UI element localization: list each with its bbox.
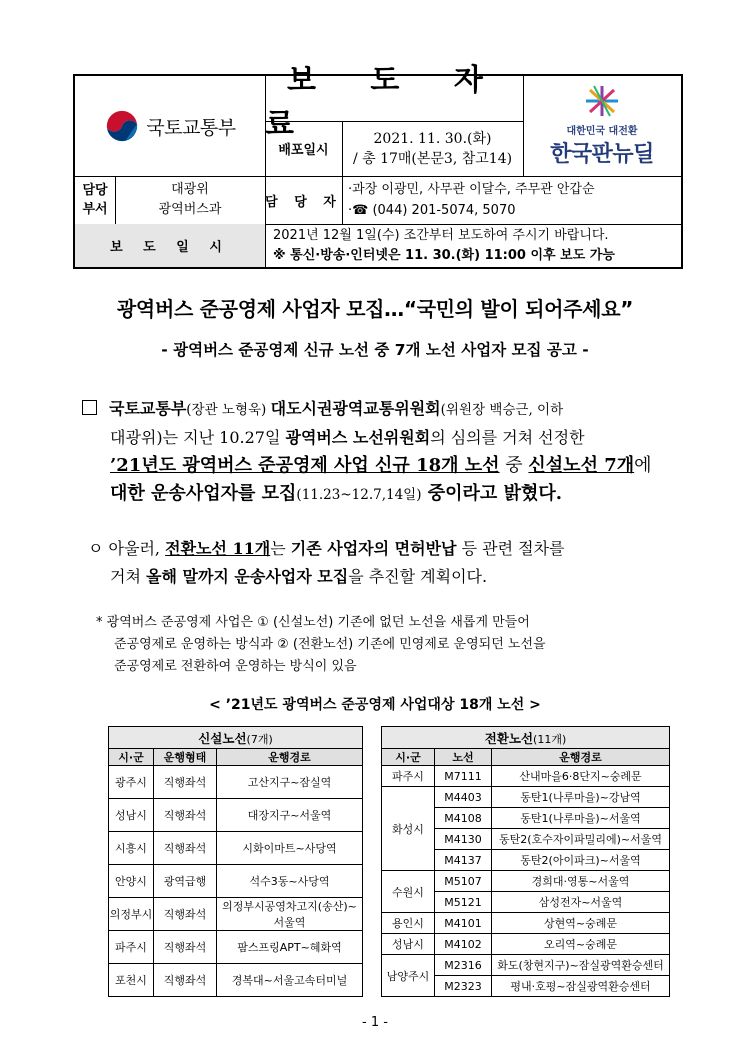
table-cell: M4101: [435, 913, 492, 934]
text-span: 아울러,: [103, 539, 166, 558]
paragraph-line-4: [82, 480, 686, 509]
table-cell: 직행좌석: [154, 931, 217, 964]
column-header: 시·군: [382, 749, 435, 766]
table-cell: 직행좌석: [154, 898, 217, 931]
table-row: [382, 955, 670, 976]
conversion-11-routes-ref: 전환노선 11개: [165, 539, 271, 558]
city-cell: 용인시: [382, 913, 435, 934]
table-cell: 동탄2(아이파크)~서울역: [492, 850, 670, 871]
city-cell: 성남시: [382, 934, 435, 955]
table-cell: 시화이마트~사당역: [217, 832, 363, 865]
conversion-routes-table: [381, 726, 670, 997]
table-cell: 동탄2(호수자이파밀리에)~서울역: [492, 829, 670, 850]
table-cell: 삼성전자~서울역: [492, 892, 670, 913]
text-span: 거쳐: [110, 567, 146, 586]
subheadline: - 광역버스 준공영제 신규 노선 중 7개 노선 사업자 모집 공고 -: [161, 341, 589, 359]
contact-person-value: [342, 176, 681, 224]
department-value: [115, 176, 265, 224]
table-row: [109, 832, 363, 865]
table-cell: M5121: [435, 892, 492, 913]
routes-table-title: < ’21년도 광역버스 준공영제 사업대상 18개 노선 >: [209, 697, 541, 713]
caption-text: 신설노선: [198, 730, 247, 746]
committee-ref: 대도시권광역교통위원회: [270, 399, 441, 418]
department-line-1: 대광위: [171, 182, 209, 197]
table-cell: 광역급행: [154, 865, 217, 898]
table-row: [109, 898, 363, 931]
table-cell: M2323: [435, 976, 492, 997]
department-label-line-2: 부서: [82, 202, 108, 217]
date-line-2: / 총 17매(본문3, 참고14): [352, 150, 513, 167]
city-cell: 수원시: [382, 871, 435, 913]
table-cell: 오리역~숭례문: [492, 934, 670, 955]
table-cell: 의정부시: [109, 898, 154, 931]
table-cell: M7111: [435, 766, 492, 787]
column-header: 노선: [435, 749, 492, 766]
conversion-routes-body: [382, 766, 670, 997]
table-cell: M4403: [435, 787, 492, 808]
bullet-marker: ㅇ: [88, 539, 104, 558]
table-cell: 평내·호평~잠실광역환승센터: [492, 976, 670, 997]
table-cell: 직행좌석: [154, 832, 217, 865]
paragraph-line-1: [82, 395, 686, 424]
table-cell: 경복대~서울고속터미널: [217, 964, 363, 997]
caption-text: 전환노선: [484, 730, 534, 746]
column-header: 운행경로: [492, 749, 670, 766]
table-cell: 성남시: [109, 799, 154, 832]
table-row: [109, 931, 363, 964]
paragraph-line-1: [88, 535, 688, 563]
table-cell: 팜스프링APT~혜화역: [217, 931, 363, 964]
table-cell: 안양시: [109, 865, 154, 898]
table-cell: 시흥시: [109, 832, 154, 865]
table-cell: 화도(창현지구)~잠실광역환승센터: [492, 955, 670, 976]
text-span: 중이라고 밝혔다.: [421, 483, 562, 504]
table-cell: 포천시: [109, 964, 154, 997]
government-emblem-icon: [104, 108, 140, 144]
table-cell: M4137: [435, 850, 492, 871]
chair-note: (위원장 백승근, 이하: [440, 402, 564, 418]
date-line-1: 2021. 11. 30.(화): [373, 130, 492, 147]
table-row: [109, 865, 363, 898]
table-row: [382, 934, 670, 955]
text-span: 대광위)는 지난 10.27일: [110, 428, 286, 447]
column-header: 운행형태: [154, 749, 217, 766]
new-routes-body: [109, 766, 363, 997]
minister-note: (장관 노형욱): [186, 402, 271, 418]
text-span: 중: [499, 455, 529, 476]
text-span: 등 관련 절차를: [456, 539, 565, 558]
second-paragraph: [88, 535, 688, 591]
note-line-1: * 광역버스 준공영제 사업은 ① (신설노선) 기존에 없던 노선을 새롭게 만들어: [96, 615, 530, 630]
text-span: 의 심의를 거쳐 선정한: [430, 428, 585, 447]
release-line-1: 2021년 12월 1일(수) 조간부터 보도하여 주시기 바랍니다.: [273, 227, 609, 243]
ministry-name: 국토교통부: [146, 116, 236, 139]
department-label: [75, 176, 115, 224]
contact-phone: ·☎ (044) 201-5074, 5070: [348, 203, 516, 218]
table-cell: 직행좌석: [154, 799, 217, 832]
city-cell: 화성시: [382, 787, 435, 871]
new-deal-star-icon: [580, 84, 624, 118]
table-cell: 석수3동~사당역: [217, 865, 363, 898]
text-span: 에: [634, 455, 652, 476]
ministry-logo: [75, 76, 265, 176]
table-cell: 동탄1(나루마을)~서울역: [492, 808, 670, 829]
headline: 광역버스 준공영제 사업자 모집…“국민의 발이 되어주세요”: [116, 297, 634, 321]
korean-new-deal-logo: [523, 76, 681, 176]
table-cell: 경희대·영통~서울역: [492, 871, 670, 892]
paragraph-line-2: [82, 424, 686, 452]
new-routes-caption: [109, 727, 363, 749]
caption-count: (11개): [533, 732, 567, 746]
operator-recruit-ref: 대한 운송사업자를 모집: [110, 483, 297, 504]
city-cell: 파주시: [382, 766, 435, 787]
press-header-box: [73, 62, 683, 269]
route-committee-ref: 광역버스 노선위원회: [285, 428, 431, 447]
footnote: [96, 612, 686, 678]
note-line-3: 준공영제로 전환하여 운영하는 방식이 있음: [114, 659, 357, 674]
table-cell: M2316: [435, 955, 492, 976]
year-end-recruit-ref: 올해 말까지 운송사업자 모집: [146, 567, 349, 586]
text-span: 는: [270, 539, 291, 558]
table-cell: 고산지구~잠실역: [217, 766, 363, 799]
checkbox-square-icon: [82, 400, 97, 415]
table-row: [109, 964, 363, 997]
table-cell: M4102: [435, 934, 492, 955]
text-span: 을 추진할 계획이다.: [348, 567, 488, 586]
note-line-2: 준공영제로 운영하는 방식과 ② (전환노선) 기존에 민영제로 운영되던 노선을: [114, 637, 546, 652]
table-cell: 직행좌석: [154, 964, 217, 997]
new-deal-subtitle: 대한민국 대전환: [566, 126, 638, 137]
main-paragraph: [82, 395, 686, 509]
table-cell: M4108: [435, 808, 492, 829]
conversion-routes-caption: [382, 727, 670, 749]
license-return-ref: 기존 사업자의 면허반납: [290, 539, 457, 558]
table-cell: 산내마을6·8단지~숭례문: [492, 766, 670, 787]
column-header: 운행경로: [217, 749, 363, 766]
distribution-date-value: [342, 121, 523, 176]
contact-names: ·과장 이광민, 사무관 이달수, 주무관 안갑순: [348, 182, 595, 197]
column-header: 시·군: [109, 749, 154, 766]
table-row: [109, 766, 363, 799]
ministry-ref: 국토교통부: [109, 399, 187, 418]
table-row: [382, 787, 670, 808]
new-deal-name: 한국판뉴딜: [550, 142, 654, 167]
table-row: [109, 799, 363, 832]
table-cell: M4130: [435, 829, 492, 850]
table-cell: 동탄1(나루마을)~강남역: [492, 787, 670, 808]
press-release-title: 보 도 자 료: [265, 62, 505, 142]
table-cell: 직행좌석: [154, 766, 217, 799]
table-row: [382, 766, 670, 787]
new-7-routes-ref: 신설노선 7개: [528, 455, 635, 476]
contact-person-label: 담 당 자: [265, 194, 342, 210]
table-cell: 대장지구~서울역: [217, 799, 363, 832]
table-cell: 광주시: [109, 766, 154, 799]
release-line-2: ※ 통신·방송·인터넷은 11. 30.(화) 11:00 이후 보도 가능: [273, 247, 615, 263]
table-cell: 의정부시공영차고지(송산)~서울역: [217, 898, 363, 931]
table-cell: 파주시: [109, 931, 154, 964]
new-routes-table: [108, 726, 363, 997]
release-time-label: 보 도 일 시: [75, 224, 265, 267]
table-row: [382, 871, 670, 892]
paragraph-line-2: [88, 563, 688, 591]
caption-count: (7개): [246, 732, 273, 746]
paragraph-line-3: [82, 452, 686, 480]
table-cell: M5107: [435, 871, 492, 892]
new-18-routes-ref: ’21년도 광역버스 준공영제 사업 신규 18개 노선: [110, 455, 500, 476]
distribution-date-label: 배포일시: [278, 143, 329, 158]
table-cell: 상현역~숭례문: [492, 913, 670, 934]
department-label-line-1: 담당: [82, 183, 108, 198]
city-cell: 남양주시: [382, 955, 435, 997]
period-note: (11.23~12.7,14일): [296, 487, 422, 503]
release-time-value: [265, 224, 681, 267]
department-line-2: 광역버스과: [158, 202, 222, 217]
table-row: [382, 913, 670, 934]
page-number: - 1 -: [362, 1015, 388, 1030]
